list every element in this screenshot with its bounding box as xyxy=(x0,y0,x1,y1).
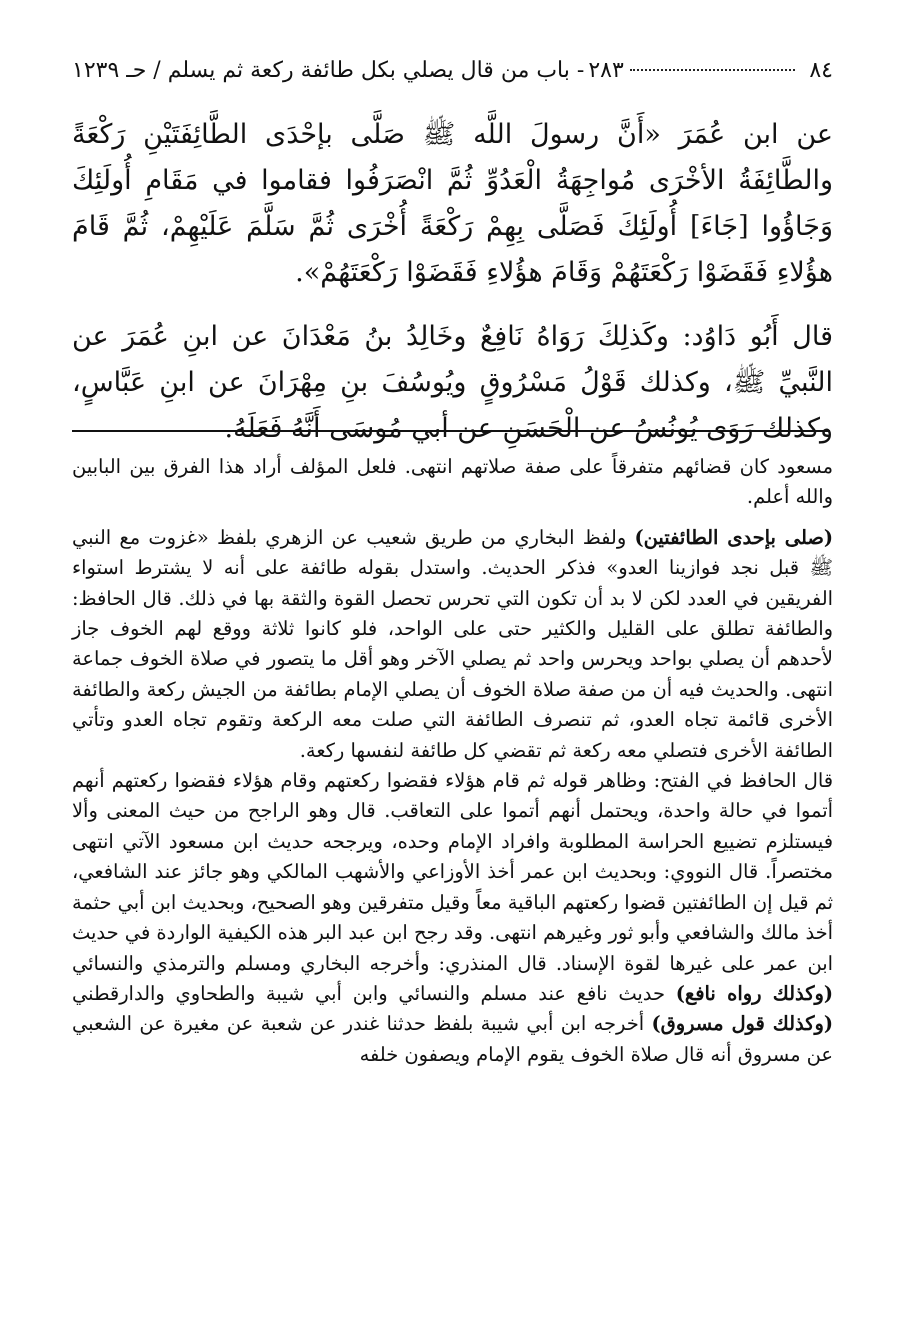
commentary-paragraph xyxy=(72,523,833,766)
commentary-section xyxy=(72,452,833,1070)
hadith-paragraph: عن ابن عُمَرَ «أَنَّ رسولَ اللَّه ﷺ صَلَّى بإحْدَى الطَّائِفَتَيْنِ رَكْعَةً والطَّائِفَةُ الأخْرَى مُواجِهَةُ الْعَدُوِّ ثُمَّ انْصَرَفُوا فقاموا في مَقَامِ أُولَئِكَ وَجَاؤُوا [جَاءَ] أُولَئِكَ فَصَلَّى بِهِمْ رَكْعَةً أُخْرَى ثُمَّ سَلَّمَ عَلَيْهِمْ، ثُمَّ قَامَ هؤُلاءِ فَقَضَوْا رَكْعَتَهُمْ وَقَامَ هؤُلاءِ فَقَضَوْا رَكْعَتَهُمْ». xyxy=(72,119,833,288)
footnote-divider xyxy=(72,430,830,432)
header-leader-dots xyxy=(630,69,796,71)
page-header xyxy=(72,52,833,88)
hadith-text xyxy=(72,112,833,452)
page-number: ٨٤ xyxy=(809,57,833,83)
commentary-text: أخرجه ابن أبي شيبة بلفظ حدثنا غندر عن شعبة عن مغيرة عن الشعبي عن مسروق أنه قال صلاة الخوف يقوم الإمام ويصفون خلفه xyxy=(72,1012,833,1066)
chapter-title: - باب من قال يصلي بكل طائفة ركعة ثم يسلم / حـ ١٢٣٩ xyxy=(72,57,585,83)
commentary-text: حديث نافع عند مسلم والنسائي وابن أبي شيبة والطحاوي والدارقطني xyxy=(72,981,676,1005)
commentary-paragraph xyxy=(72,766,833,1070)
commentary-text: ولفظ البخاري من طريق شعيب عن الزهري بلفظ «غزوت مع النبي ﷺ قبل نجد فوازينا العدو» فذكر الحديث. واستدل بقوله طائفة على أنه لا يشترط استواء الفريقين في العدد لكن لا بد أن تكون التي تحرس تحصل القوة والثقة بها في ذلك. قال الحافظ: والطائفة تطلق على القليل والكثير حتى على الواحد، فلو كانوا ثلاثة ووقع لهم الخوف جاز لأحدهم أن يصلي بواحد ويحرس واحد ثم يصلي الآخر وهو أقل ما يتصور في صلاة الخوف جماعة انتهى. والحديث فيه أن من صفة صلاة الخوف أن يصلي الإمام بطائفة من الجيش ركعة والطائفة الأخرى قائمة تجاه العدو، ثم تنصرف الطائفة التي صلت معه الركعة وتقوم تجاه العدو وتأتي الطائفة الأخرى فتصلي معه ركعة ثم تقضي كل طائفة لنفسها ركعة. xyxy=(72,525,833,762)
chapter-number: ٢٨٣ xyxy=(588,57,624,83)
commentary-lemma: (صلى بإحدى الطائفتين) xyxy=(634,525,834,549)
commentary-text: قال الحافظ في الفتح: وظاهر قوله ثم قام هؤلاء فقضوا ركعتهم وقام هؤلاء فقضوا ركعتهم أنهم أتموا في حالة واحدة، ويحتمل أنهم أتموا على التعاقب. قال وهو الراجح من حيث المعنى وألا فيستلزم تضييع الحراسة المطلوبة وافراد الإمام وحده، ويرجحه حديث ابن مسعود الآتي انتهى مختصراً. قال النووي: وبحديث ابن عمر أخذ الأوزاعي والأشهب المالكي وهو جائز عند الشافعي، ثم قيل إن الطائفتين قضوا ركعتهم الباقية معاً وقيل متفرقين وهو الصحيح، وبحديث ابن أبي حثمة أخذ مالك والشافعي وأبو ثور وغيرهم انتهى. وقد رجح ابن عبد البر هذه الكيفية الواردة في حديث ابن عمر على غيرها لقوة الإسناد. قال المنذري: وأخرجه البخاري ومسلم والترمذي والنسائي xyxy=(72,769,833,975)
commentary-lemma: (وكذلك قول مسروق) xyxy=(651,1012,833,1036)
commentary-paragraph: مسعود كان قضائهم متفرقاً على صفة صلاتهم انتهى. فلعل المؤلف أراد هذا الفرق بين البابين والله أعلم. xyxy=(72,455,833,509)
commentary-lemma: (وكذلك رواه نافع) xyxy=(675,981,833,1005)
abu-dawud-note: قال أَبُو دَاوُد: وكَذلِكَ رَوَاهُ نَافِعٌ وخَالِدُ بنُ مَعْدَانَ عن ابنِ عُمَرَ عن النَّبيِّ ﷺ، وكذلك قَوْلُ مَسْرُوقٍ ويُوسُفَ بنِ مِهْرَانَ عن ابنِ عَبَّاسٍ، وكذلك رَوَى يُونُسُ عن الْحَسَنِ عن أبي مُوسَى أَنَّهُ فَعَلَهُ. xyxy=(72,321,833,444)
